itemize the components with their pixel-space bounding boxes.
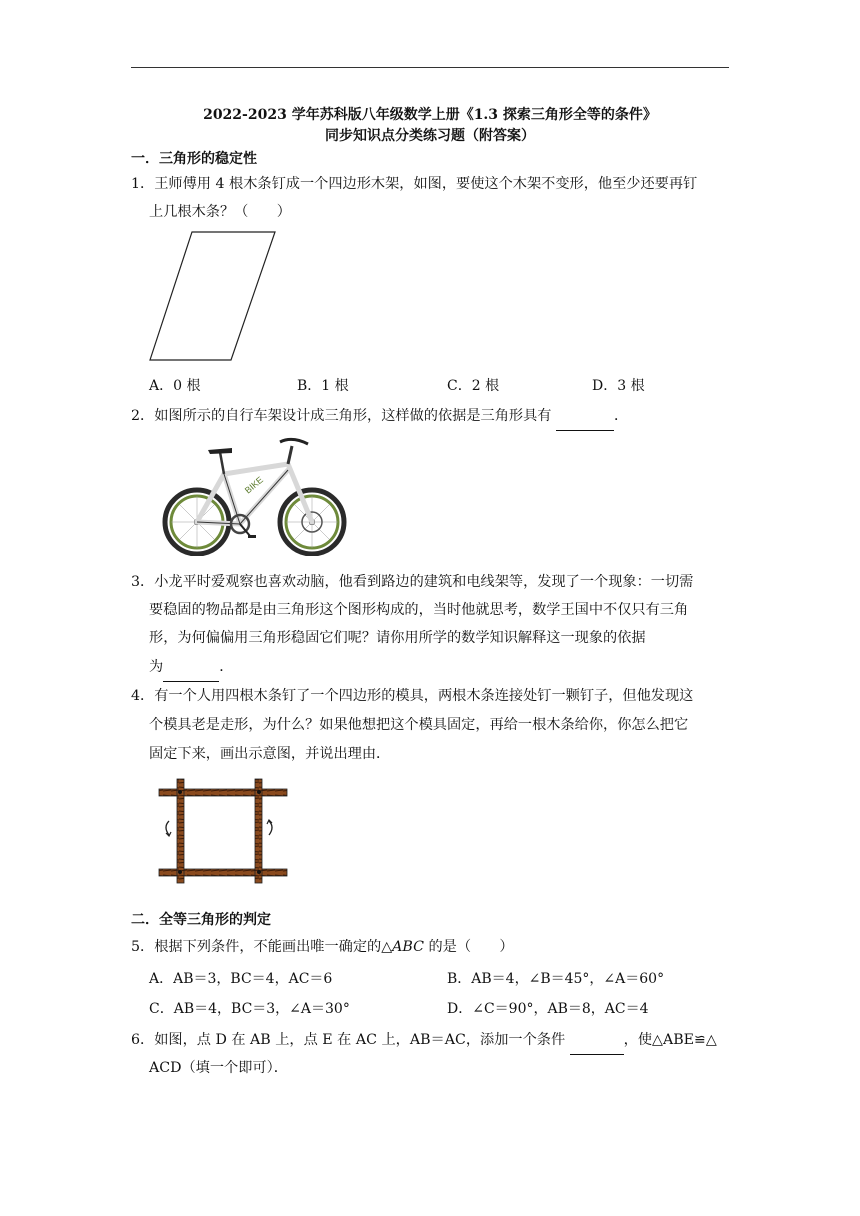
question-3-line4-end: ． xyxy=(219,659,234,675)
question-1-line2: 上几根木条？（ ） xyxy=(149,204,291,220)
question-6-line1-b: ，使△ABE≌△ xyxy=(623,1032,717,1048)
question-3-line4 xyxy=(149,653,233,682)
doc-title-line1: 2022-2023 学年苏科版八年级数学上册《1.3 探索三角形全等的条件》 xyxy=(203,107,657,123)
question-2-stem: 2．如图所示的自行车架设计成三角形，这样做的依据是三角形具有 xyxy=(131,408,552,424)
question-3-line3: 形，为何偏偏用三角形稳固它们呢？请你用所学的数学知识解释这一现象的依据 xyxy=(149,630,646,646)
header-rule xyxy=(131,67,729,68)
question-5-option-d: D．∠C＝90°，AB＝8，AC＝4 xyxy=(447,1001,649,1017)
question-2-text xyxy=(131,402,628,431)
question-1-option-d: D．3 根 xyxy=(592,378,645,394)
section-heading-2: 二．全等三角形的判定 xyxy=(131,912,271,928)
question-3-line4-prefix: 为 xyxy=(149,659,164,675)
question-5-stem xyxy=(131,933,514,961)
question-1-option-c: C．2 根 xyxy=(447,378,500,394)
answer-blank xyxy=(163,653,219,682)
question-4-line3: 固定下来，画出示意图，并说出理由． xyxy=(149,746,391,762)
question-6-line1-a: 6．如图，点 D 在 AB 上，点 E 在 AC 上，AB＝AC，添加一个条件 xyxy=(131,1032,566,1048)
svg-text:BIKE: BIKE xyxy=(242,474,266,496)
doc-title-line2: 同步知识点分类练习题（附答案） xyxy=(325,128,535,144)
question-6-line2: ACD（填一个即可）． xyxy=(149,1060,288,1076)
question-3-line2: 要稳固的物品都是由三角形这个图形构成的，当时他就思考，数学王国中不仅只有三角 xyxy=(149,602,689,618)
question-5-option-b: B．AB＝4，∠B＝45°，∠A＝60° xyxy=(447,971,665,987)
question-3-line1: 3．小龙平时爱观察也喜欢动脑，他看到路边的建筑和电线架等，发现了一个现象：一切需 xyxy=(131,574,694,590)
parallelogram-frame-figure xyxy=(148,230,278,363)
question-6-line1 xyxy=(131,1026,717,1055)
question-5-stem-a: 5．根据下列条件，不能画出唯一确定的△ xyxy=(131,939,393,955)
question-1-option-b: B．1 根 xyxy=(297,378,349,394)
question-5-stem-var: ABC xyxy=(392,939,424,955)
question-4-line1: 4．有一个人用四根木条钉了一个四边形的模具，两根木条连接处钉一颗钉子，但他发现这 xyxy=(131,688,694,704)
question-5-option-a: A．AB＝3，BC＝4，AC＝6 xyxy=(149,971,333,987)
question-5-option-c: C．AB＝4，BC＝3，∠A＝30° xyxy=(149,1001,350,1017)
question-5-stem-b: 的是（ ） xyxy=(423,939,514,955)
answer-blank xyxy=(570,1026,624,1055)
question-1-option-a: A．0 根 xyxy=(149,378,201,394)
bicycle-figure xyxy=(152,432,350,556)
question-1-line1: 1．王师傅用 4 根木条钉成一个四边形木架，如图，要使这个木架不变形，他至少还要再钉 xyxy=(131,176,698,192)
question-2-end: ． xyxy=(613,408,629,424)
section-heading-1: 一．三角形的稳定性 xyxy=(131,151,257,167)
answer-blank xyxy=(556,402,614,431)
wooden-frame-figure xyxy=(155,777,290,885)
question-4-line2: 个模具老是走形，为什么？如果他想把这个模具固定，再给一根木条给你，你怎么把它 xyxy=(149,717,689,733)
